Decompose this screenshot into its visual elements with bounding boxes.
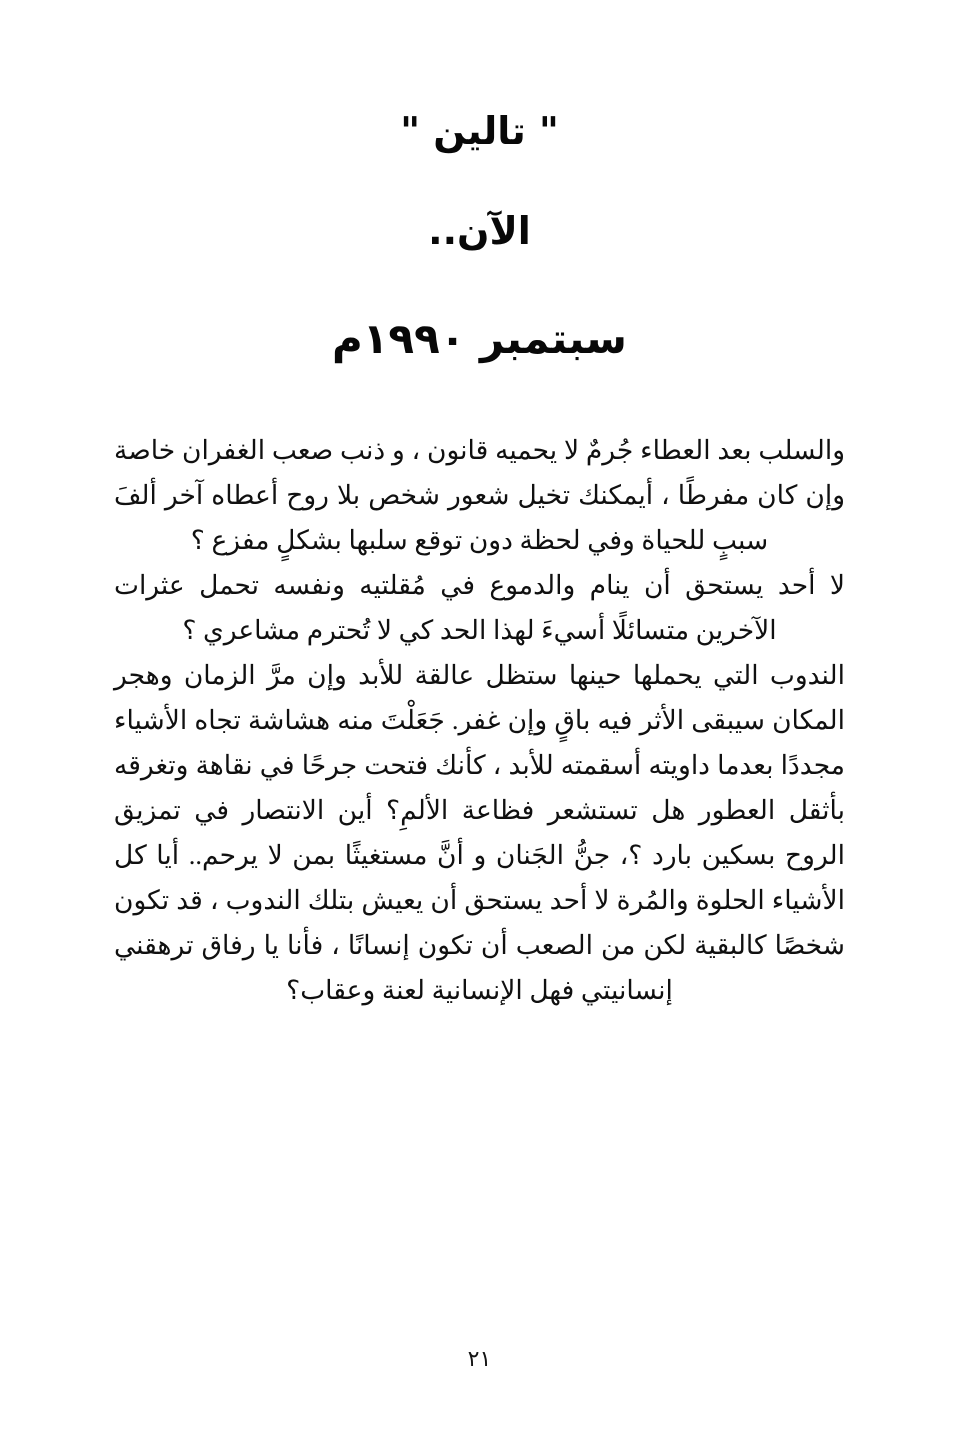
paragraph: الندوب التي يحملها حينها ستظل عالقة للأبد وإن مرَّ الزمان وهجر المكان سيبقى الأثر فيه باقٍ وإن غفر. جَعَلْتَ منه هشاشة تجاه الأشياء مجددًا بعدما داويته أسقمته للأبد ، كأنك فتحت جرحًا في نقاهة وتغرقه بأثقل العطور هل تستشعر فظاعة الألمِ؟ أين الانتصار في تمزيق الروح بسكين بارد ؟، جنُّ الجَنان و أنَّ مستغيثًا بمن لا يرحم.. أيا كل الأشياء الحلوة والمُرة لا أحد يستحق أن يعيش بتلك الندوب ، قد تكون شخصًا كالبقية لكن من الصعب أن تكون إنسانًا ، فأنا يا رفاق ترهقني إنسانيتي فهل الإنسانية لعنة وعقاب؟ — [114, 660, 845, 1005]
paragraph: لا أحد يستحق أن ينام والدموع في مُقلتيه ونفسه تحمل عثرات الآخرين متسائلًا أسيءَ لهذا الحد كي لا تُحترم مشاعري ؟ — [114, 570, 845, 645]
page-headings — [0, 108, 959, 366]
body-text — [114, 428, 845, 1013]
chapter-title: " تالين " — [400, 109, 559, 153]
paragraph: والسلب بعد العطاء جُرمٌ لا يحميه قانون ، و ذنب صعب الغفران خاصة وإن كان مفرطًا ، أيمكنك تخيل شعور شخص بلا روح أعطاه آخر ألفَ سببٍ للحياة وفي لحظة دون توقع سلبها بشكلٍ مفزع ؟ — [114, 435, 845, 555]
page-number: ٢١ — [467, 1346, 492, 1371]
chapter-date: سبتمبر ١٩٩٠م — [332, 314, 627, 363]
chapter-subtitle: الآن.. — [428, 208, 531, 253]
